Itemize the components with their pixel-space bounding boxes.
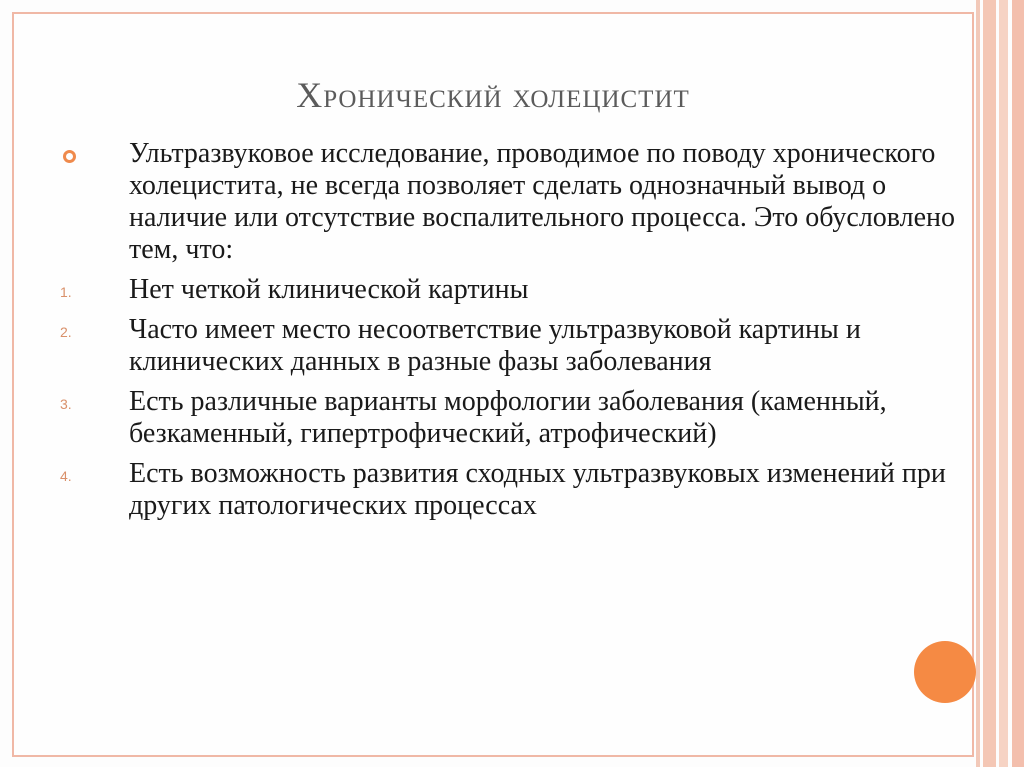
list-item-text: Есть возможность развития сходных ультразвуковых изменений при других патологических процессах — [129, 458, 946, 521]
list-item-text: Есть различные варианты морфологии заболевания (каменный, безкаменный, гипертрофический, атрофический) — [129, 386, 887, 449]
slide-title: Хронический холецистит — [296, 75, 690, 115]
intro-paragraph — [60, 138, 960, 266]
stripe — [983, 0, 996, 767]
list-item — [60, 314, 960, 378]
list-item-text: Нет четкой клинической картины — [129, 274, 529, 305]
decorative-circle — [914, 641, 976, 703]
list-number: 1. — [60, 284, 72, 300]
decorative-side-stripes — [974, 0, 1024, 767]
stripe — [999, 0, 1008, 767]
list-item — [60, 458, 960, 522]
intro-text: Ультразвуковое исследование, проводимое по поводу хронического холецистита, не всегда позволяет сделать однозначный вывод о наличие или отсутствие воспалительного процесса. Это обусловлено тем, что: — [129, 138, 956, 265]
list-item-text: Часто имеет место несоответствие ультразвуковой картины и клинических данных в разные фазы заболевания — [129, 314, 861, 377]
stripe — [1012, 0, 1024, 767]
list-number: 2. — [60, 324, 72, 340]
ring-bullet-icon — [63, 150, 76, 163]
list-item — [60, 274, 960, 306]
list-number: 4. — [60, 468, 72, 484]
stripe — [976, 0, 980, 767]
slide-content — [60, 138, 960, 530]
list-item — [60, 386, 960, 450]
list-number: 3. — [60, 396, 72, 412]
